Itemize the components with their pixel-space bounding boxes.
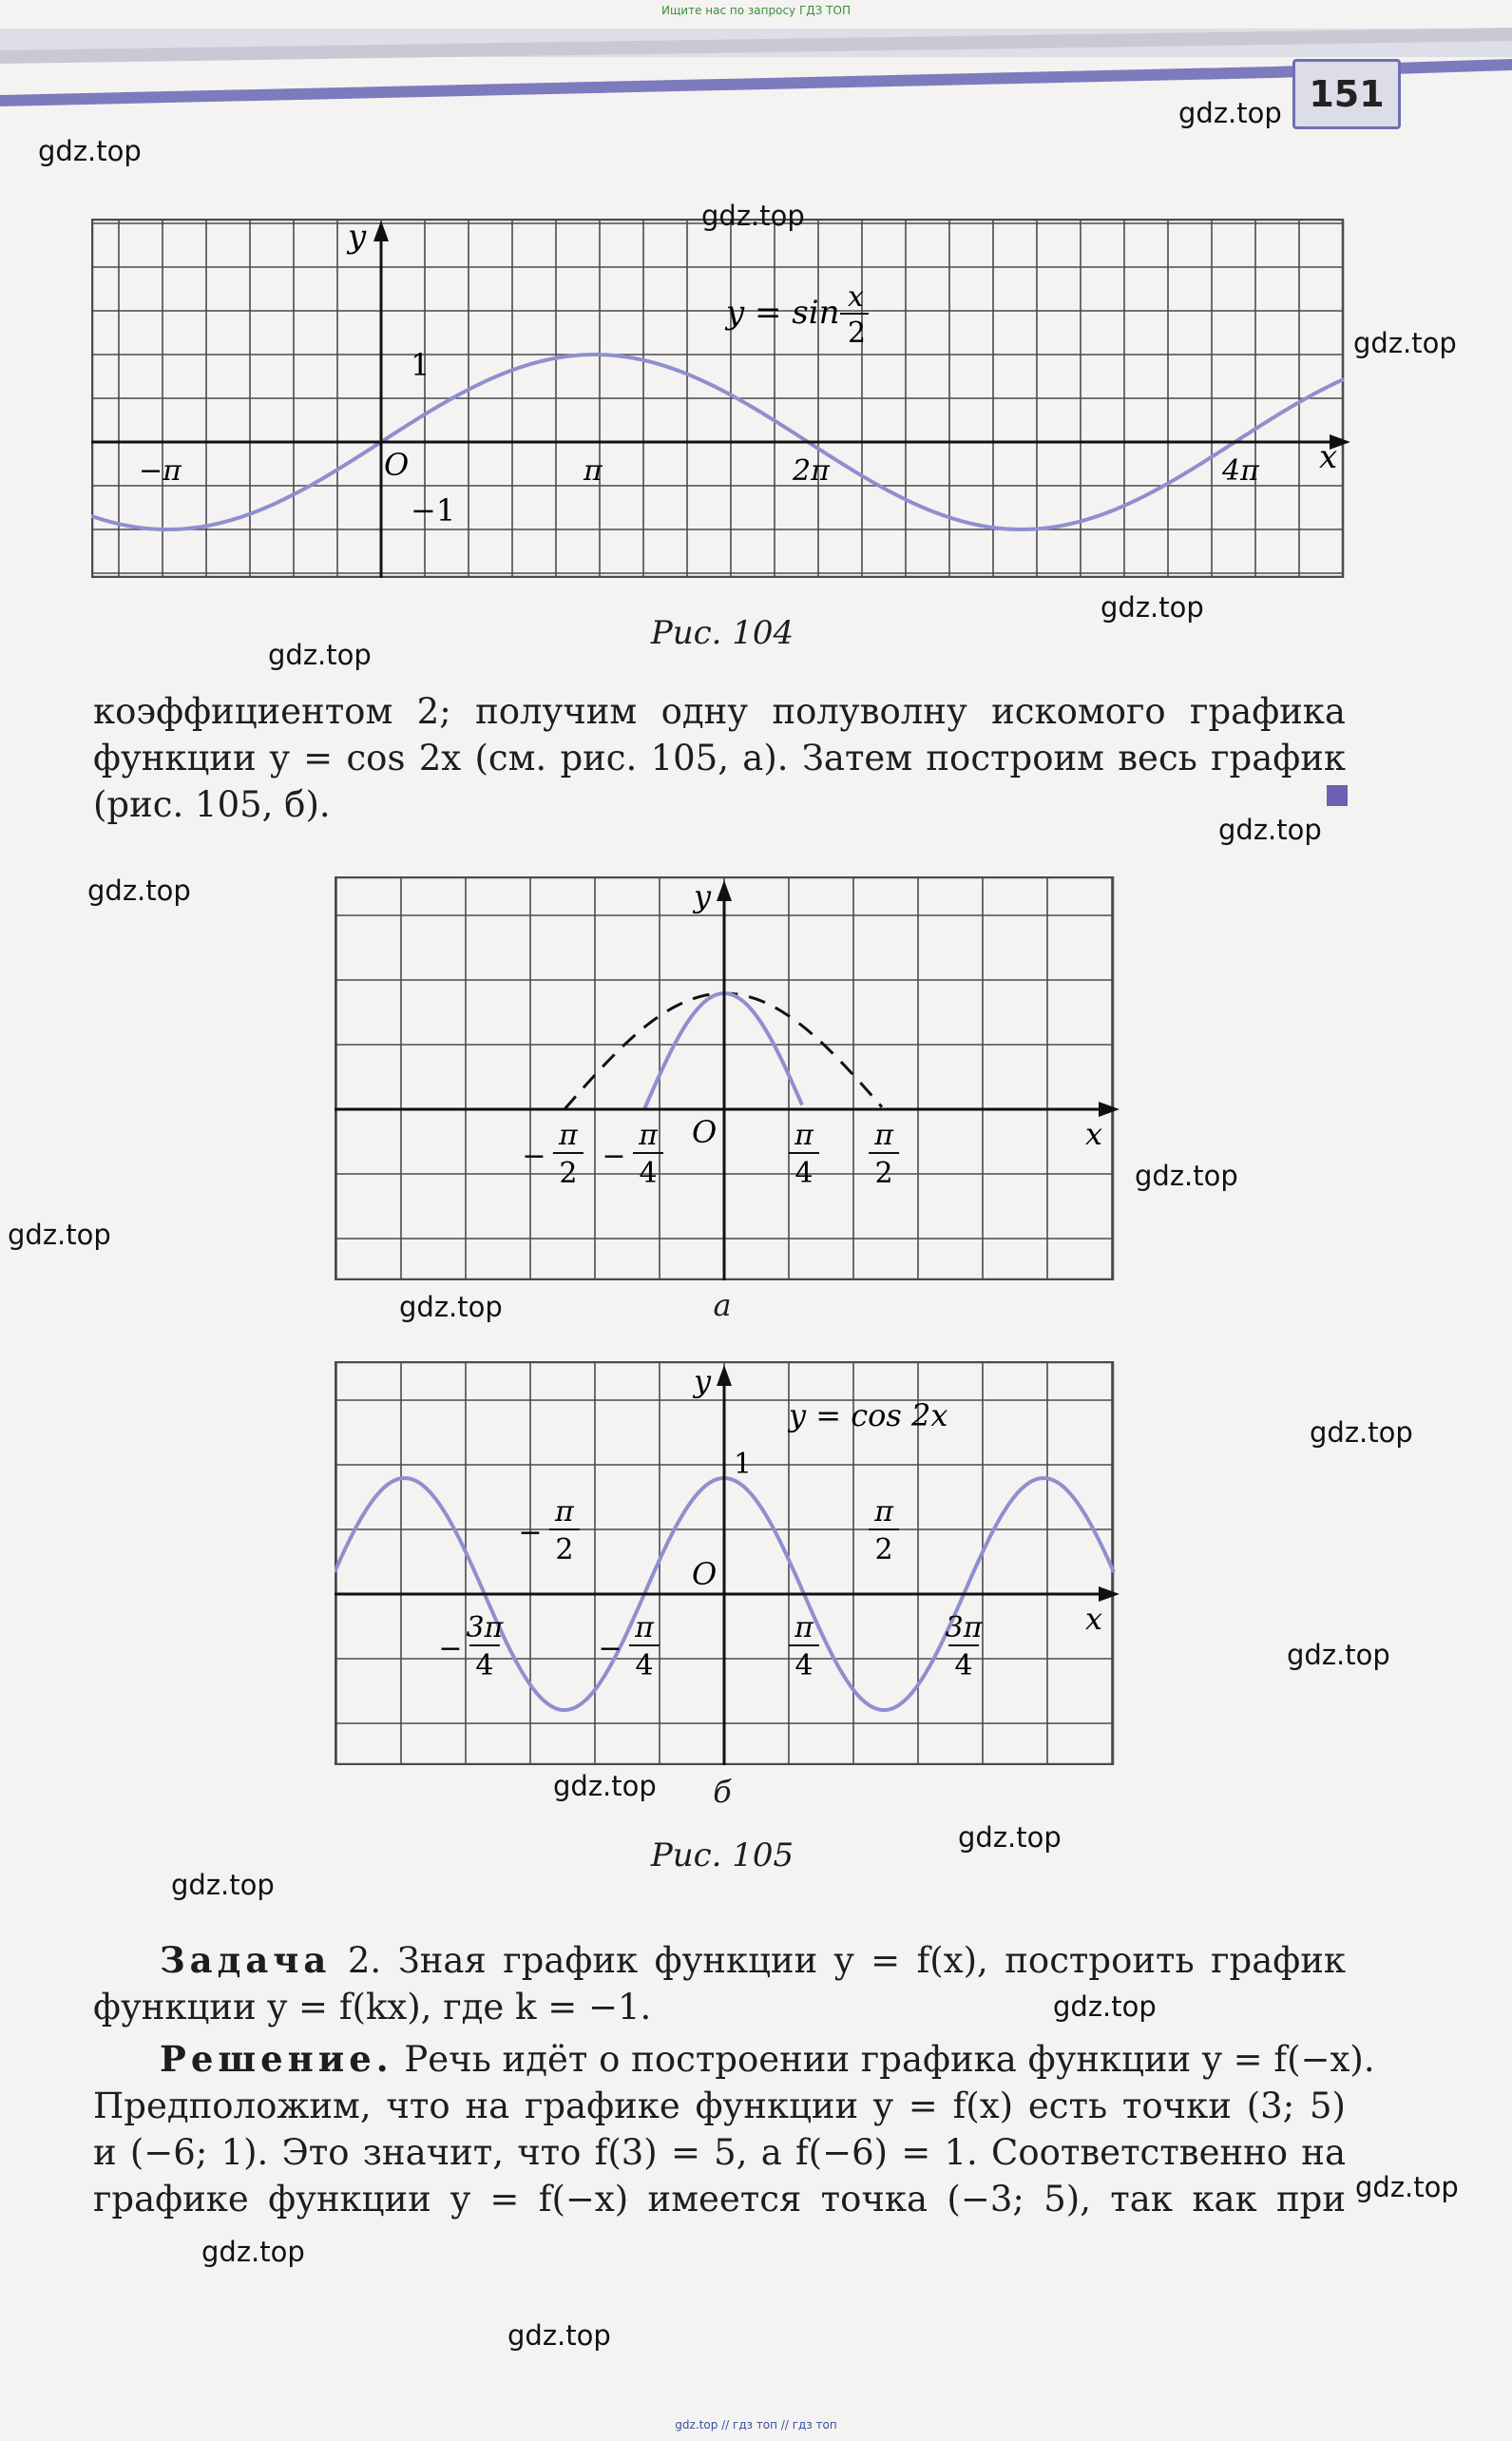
watermark: gdz.top [1353,327,1457,359]
task-block [93,1937,1346,2030]
y-axis-arrow [717,1365,732,1386]
tick-numerator: π [794,1119,813,1152]
watermark: gdz.top [1310,1416,1413,1449]
label-one: 1 [411,347,431,383]
text-line: (рис. 105, б). [93,784,331,825]
label-one: 1 [734,1448,753,1481]
origin-label: O [692,1114,718,1150]
figure-104-grid [91,219,1344,578]
tick-denominator: 4 [954,1649,973,1682]
page-header-band [0,0,1512,143]
watermark: gdz.top [1053,1990,1157,2023]
watermark: gdz.top [1178,97,1282,129]
watermark: gdz.top [701,200,805,232]
page-number: 151 [1292,59,1401,129]
task-line [93,1937,1346,1984]
section-marker [1327,785,1348,806]
y-axis-arrow [717,880,732,901]
equation-label: y = sin [726,294,840,332]
figure-105a-sublabel: а [713,1287,732,1323]
watermark: gdz.top [507,2319,611,2352]
x-axis-label: x [1085,1116,1103,1152]
x-axis-arrow [1099,1102,1120,1117]
figure-105b [335,1361,1123,1765]
tick-label-4pi: 4π [1222,454,1259,488]
watermark: gdz.top [38,135,142,167]
tick-denominator: 4 [794,1157,813,1190]
tick-denominator: 4 [794,1649,813,1682]
watermark: gdz.top [553,1770,657,1802]
x-axis-arrow [1099,1586,1120,1602]
text-line: функции y = cos 2x (см. рис. 105, а). Затем построим весь график [93,738,1346,778]
tick-denominator: 2 [874,1157,893,1190]
figure-104 [91,219,1350,578]
tick-minus-sign: − [522,1140,546,1173]
watermark: gdz.top [8,1219,111,1251]
watermark: gdz.top [1135,1160,1238,1192]
tick-numerator: π [874,1119,893,1152]
equation-denominator: 2 [848,317,867,350]
origin-label: O [692,1556,718,1592]
tick-label-2pi: 2π [793,454,830,488]
top-note: Ищите нас по запросу ГДЗ ТОП [661,4,851,17]
watermark: gdz.top [171,1869,275,1901]
solution-line: графике функции y = f(−x) имеется точка (−3; 5), так как при [93,2179,1346,2220]
tick-minus-sign: − [602,1140,626,1173]
bottom-note: gdz.top // гдз топ // гдз топ [675,2418,837,2431]
solution-line: Предположим, что на графике функции y = f(x) есть точки (3; 5) [93,2085,1346,2126]
text-line: коэффициентом 2; получим одну полуволну искомого графика [93,691,1346,732]
tick-numerator: 3π [466,1611,504,1644]
tick-denominator: 2 [555,1533,574,1566]
solution-line: и (−6; 1). Это значит, что f(3) = 5, а f(−6) = 1. Соответственно на [93,2132,1346,2173]
figure-104-caption: Рис. 104 [650,614,794,652]
equation-label: y = cos 2x [789,1397,948,1433]
task-text: 2. Зная график функции y = f(x), построить график [347,1940,1346,1981]
watermark: gdz.top [268,639,372,671]
text-block-top [93,688,1346,828]
task-label: Задача [160,1939,332,1981]
y-axis-label: y [348,219,367,256]
tick-denominator: 4 [475,1649,494,1682]
watermark: gdz.top [1101,591,1204,624]
tick-numerator: π [639,1119,658,1152]
tick-denominator: 2 [874,1533,893,1566]
tick-minus-sign: − [598,1632,622,1665]
tick-denominator: 4 [635,1649,654,1682]
figure-105-caption: Рис. 105 [650,1836,794,1874]
tick-numerator: 3π [945,1611,983,1644]
tick-numerator: π [794,1611,813,1644]
watermark: gdz.top [1287,1639,1390,1671]
watermark: gdz.top [399,1291,503,1323]
tick-numerator: π [635,1611,654,1644]
origin-label: O [384,447,410,483]
y-axis-label: y [694,878,712,914]
solution-block [93,2036,1375,2222]
tick-denominator: 4 [639,1157,658,1190]
figure-105a [335,876,1123,1280]
tick-label-minus-pi: −π [139,454,182,488]
watermark: gdz.top [1218,814,1322,846]
equation-numerator: x [848,280,864,314]
task-line: функции y = f(kx), где k = −1. [93,1987,652,2028]
solution-text: Речь идёт о построении графика функции y = f(−x). [404,2039,1375,2080]
watermark: gdz.top [87,875,191,907]
tick-numerator: π [874,1495,893,1528]
label-minus-one: −1 [411,492,456,529]
y-axis-label: y [694,1363,712,1399]
tick-denominator: 2 [559,1157,578,1190]
x-axis-label: x [1319,438,1338,476]
solution-label: Решение. [160,2038,393,2080]
watermark: gdz.top [1355,2171,1459,2203]
tick-minus-sign: − [438,1632,463,1665]
tick-numerator: π [555,1495,574,1528]
tick-numerator: π [559,1119,578,1152]
watermark: gdz.top [201,2236,305,2268]
tick-label-pi: π [584,454,603,488]
tick-minus-sign: − [518,1516,543,1549]
x-axis-label: x [1085,1601,1103,1637]
figure-105b-sublabel: б [713,1774,732,1810]
watermark: gdz.top [958,1821,1062,1854]
solution-line [93,2036,1375,2083]
